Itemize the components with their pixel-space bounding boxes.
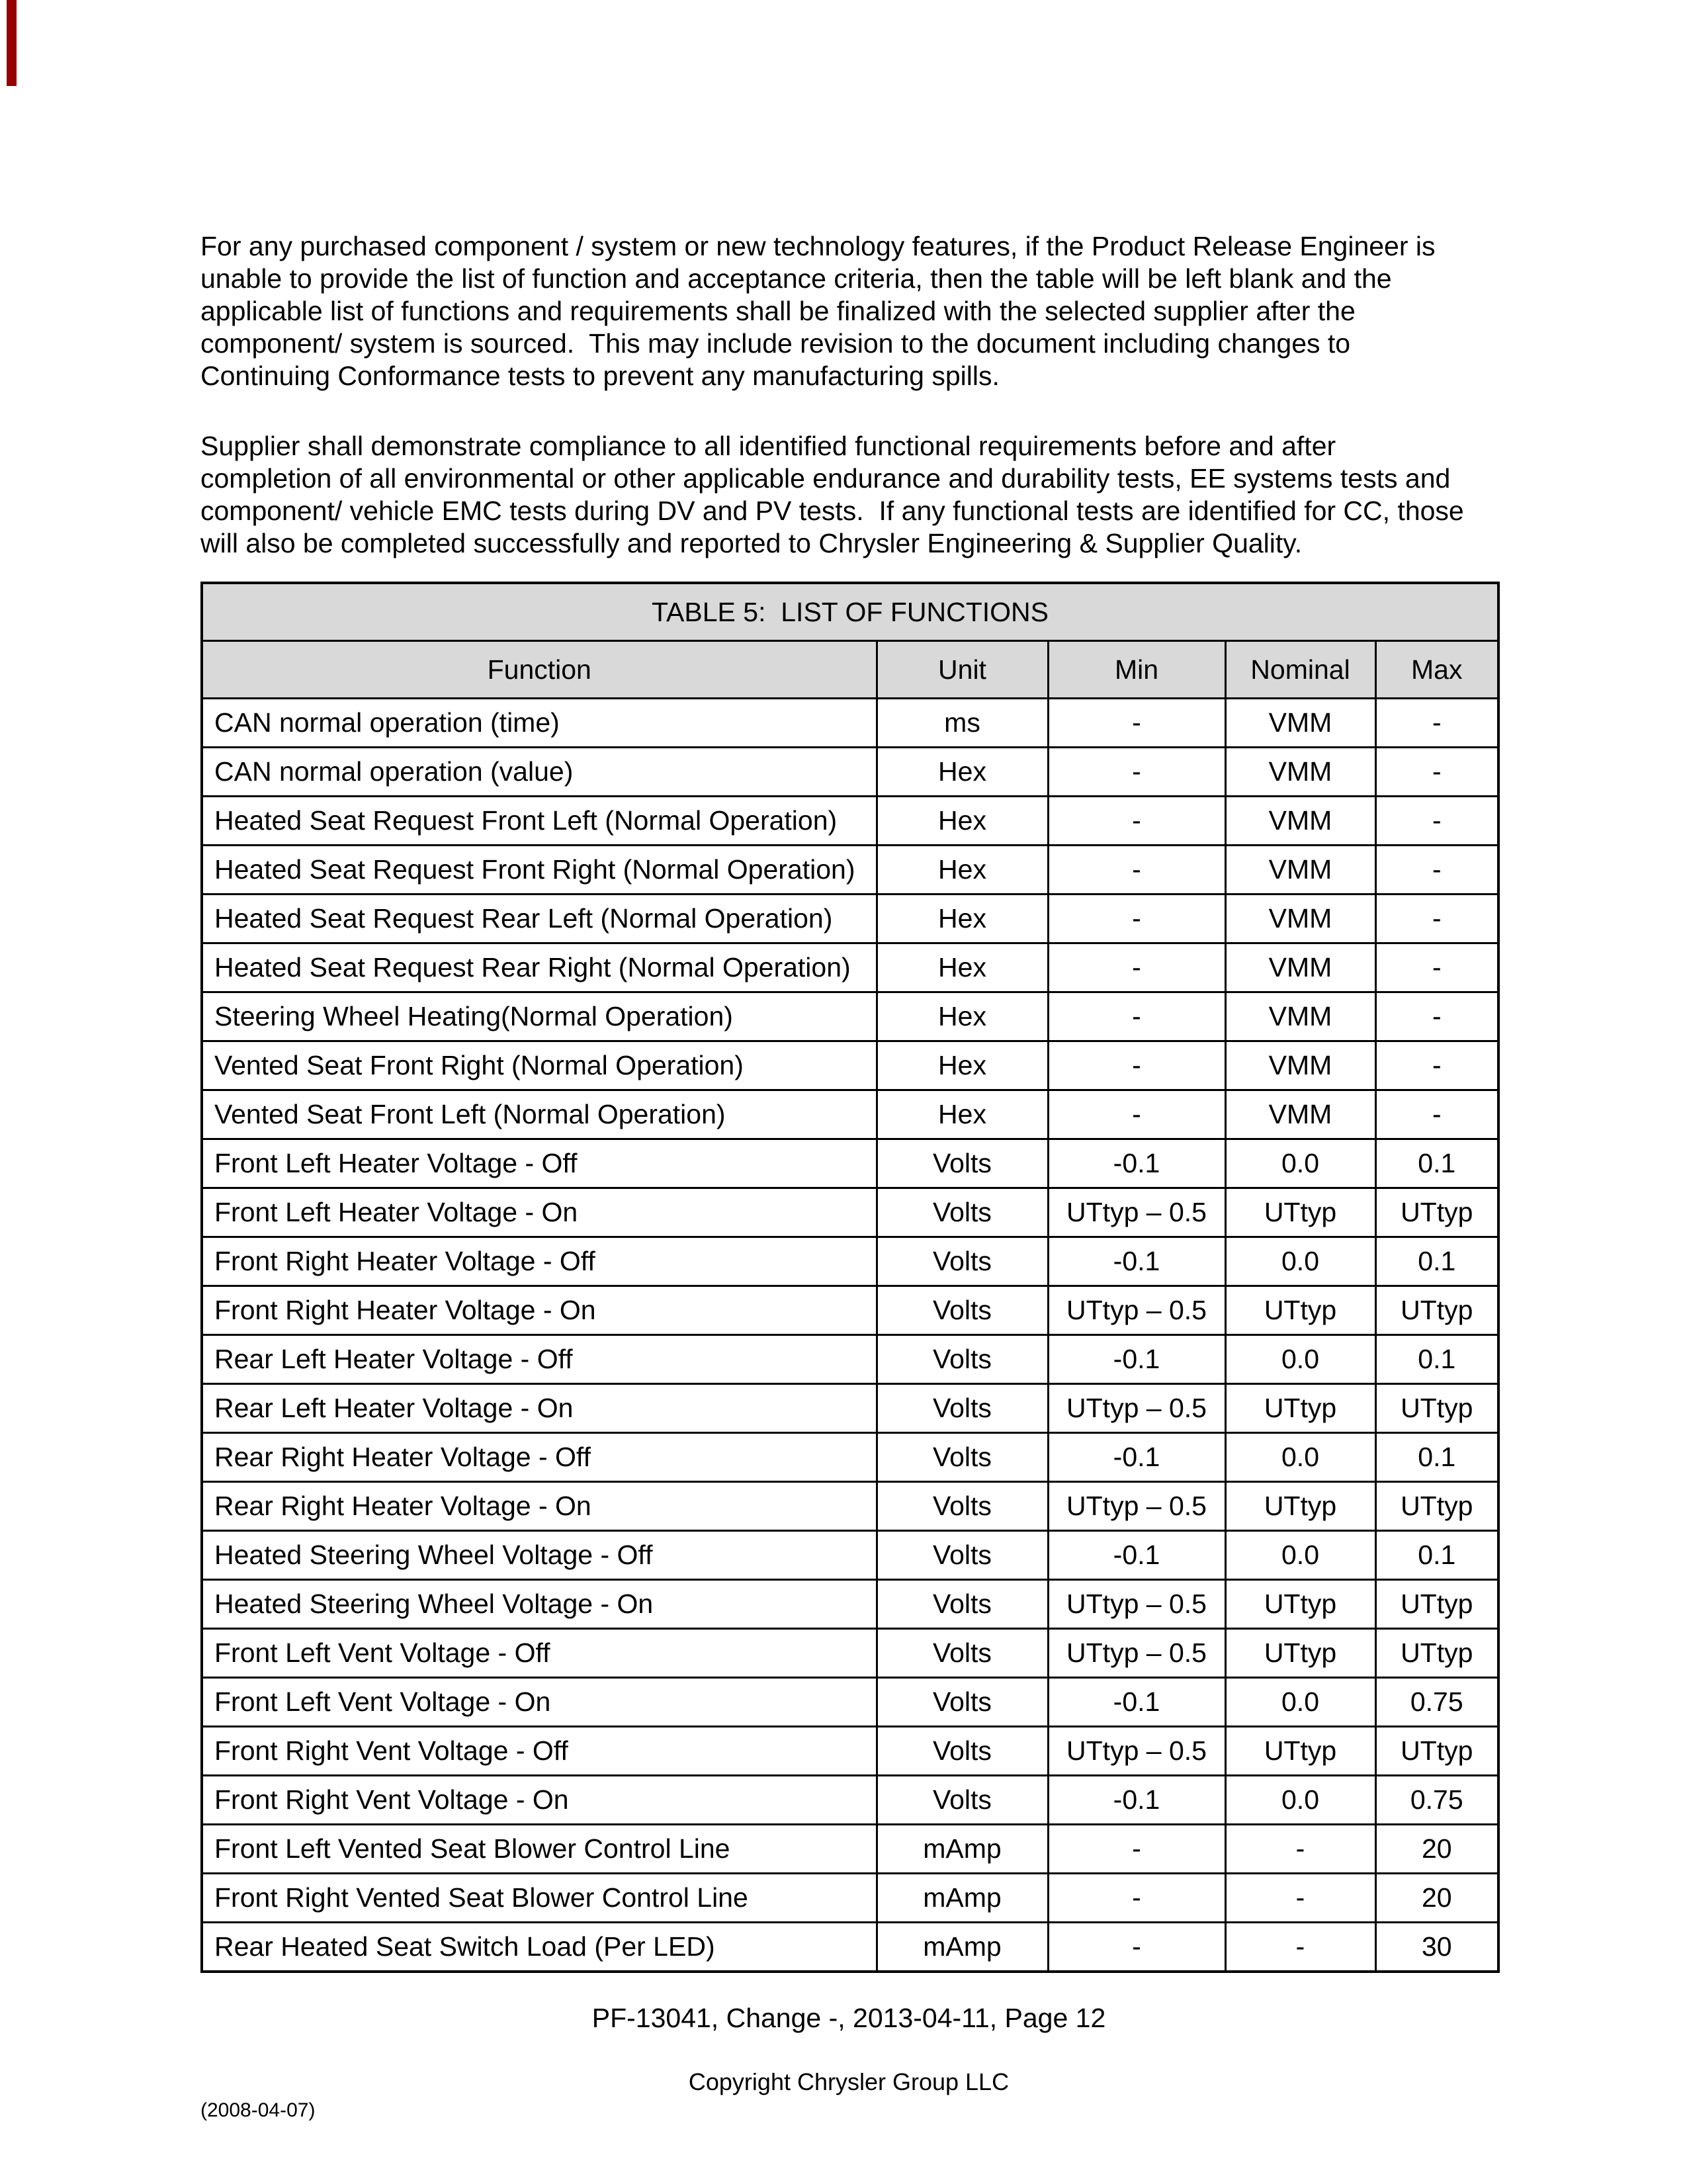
cell-unit: mAmp — [877, 1874, 1048, 1923]
cell-function: Front Left Vented Seat Blower Control Line — [202, 1825, 877, 1874]
cell-function: Rear Left Heater Voltage - On — [202, 1384, 877, 1433]
cell-nominal: 0.0 — [1225, 1335, 1375, 1384]
column-header-min: Min — [1048, 641, 1225, 699]
cell-max: - — [1375, 1090, 1498, 1139]
cell-nominal: UTtyp — [1225, 1629, 1375, 1678]
cell-nominal: UTtyp — [1225, 1286, 1375, 1335]
cell-max: - — [1375, 943, 1498, 992]
cell-function: Rear Right Heater Voltage - On — [202, 1482, 877, 1531]
cell-function: Steering Wheel Heating(Normal Operation) — [202, 992, 877, 1041]
paragraph-supplier-compliance — [200, 430, 1497, 560]
cell-function: Front Left Vent Voltage - On — [202, 1678, 877, 1727]
cell-max: UTtyp — [1375, 1580, 1498, 1629]
cell-max: - — [1375, 846, 1498, 895]
cell-nominal: 0.0 — [1225, 1776, 1375, 1825]
cell-min: - — [1048, 1874, 1225, 1923]
cell-function: Front Right Heater Voltage - Off — [202, 1237, 877, 1286]
paragraph-line: unable to provide the list of function and acceptance criteria, then the table will be left blank and the — [200, 263, 1392, 294]
cell-unit: Volts — [877, 1433, 1048, 1482]
page-content — [200, 0, 1497, 2122]
cell-nominal: 0.0 — [1225, 1433, 1375, 1482]
cell-function: Heated Seat Request Front Right (Normal Operation) — [202, 846, 877, 895]
table-row — [202, 1384, 1498, 1433]
cell-function: Heated Steering Wheel Voltage - On — [202, 1580, 877, 1629]
cell-max: 0.1 — [1375, 1139, 1498, 1188]
cell-function: Front Left Heater Voltage - Off — [202, 1139, 877, 1188]
cell-function: Vented Seat Front Right (Normal Operation) — [202, 1041, 877, 1090]
cell-max: UTtyp — [1375, 1188, 1498, 1237]
cell-min: - — [1048, 1090, 1225, 1139]
paragraph-purchased-component — [200, 230, 1497, 392]
cell-nominal: VMM — [1225, 992, 1375, 1041]
cell-min: - — [1048, 699, 1225, 748]
table-row — [202, 1237, 1498, 1286]
cell-function: Front Left Heater Voltage - On — [202, 1188, 877, 1237]
cell-unit: Volts — [877, 1384, 1048, 1433]
cell-unit: Hex — [877, 1041, 1048, 1090]
cell-unit: Volts — [877, 1531, 1048, 1580]
cell-min: UTtyp – 0.5 — [1048, 1727, 1225, 1776]
table-row — [202, 846, 1498, 895]
cell-min: - — [1048, 943, 1225, 992]
table-row — [202, 1286, 1498, 1335]
cell-unit: Hex — [877, 797, 1048, 846]
table-row — [202, 1482, 1498, 1531]
cell-nominal: UTtyp — [1225, 1727, 1375, 1776]
column-header-max: Max — [1375, 641, 1498, 699]
cell-function: Heated Seat Request Rear Left (Normal Operation) — [202, 895, 877, 943]
table-row — [202, 1335, 1498, 1384]
cell-max: UTtyp — [1375, 1482, 1498, 1531]
cell-min: - — [1048, 748, 1225, 797]
cell-nominal: - — [1225, 1825, 1375, 1874]
cell-min: -0.1 — [1048, 1237, 1225, 1286]
column-header-nominal: Nominal — [1225, 641, 1375, 699]
cell-nominal: VMM — [1225, 699, 1375, 748]
cell-max: - — [1375, 1041, 1498, 1090]
cell-unit: Volts — [877, 1237, 1048, 1286]
cell-unit: Volts — [877, 1629, 1048, 1678]
cell-max: 30 — [1375, 1923, 1498, 1972]
cell-min: - — [1048, 846, 1225, 895]
cell-nominal: - — [1225, 1923, 1375, 1972]
table-row — [202, 1139, 1498, 1188]
cell-nominal: VMM — [1225, 846, 1375, 895]
cell-unit: Volts — [877, 1335, 1048, 1384]
paragraph-line: component/ system is sourced. This may include revision to the document including changes to — [200, 328, 1351, 359]
cell-min: -0.1 — [1048, 1335, 1225, 1384]
cell-function: Front Left Vent Voltage - Off — [202, 1629, 877, 1678]
table-row — [202, 699, 1498, 748]
cell-max: UTtyp — [1375, 1629, 1498, 1678]
cell-function: Heated Steering Wheel Voltage - Off — [202, 1531, 877, 1580]
cell-min: UTtyp – 0.5 — [1048, 1188, 1225, 1237]
cell-nominal: 0.0 — [1225, 1237, 1375, 1286]
cell-min: -0.1 — [1048, 1531, 1225, 1580]
cell-function: CAN normal operation (value) — [202, 748, 877, 797]
table-row — [202, 1090, 1498, 1139]
table-row — [202, 1874, 1498, 1923]
paragraph-line: will also be completed successfully and reported to Chrysler Engineering & Supplier Quality. — [200, 528, 1303, 558]
table-row — [202, 1041, 1498, 1090]
cell-unit: Volts — [877, 1678, 1048, 1727]
column-header-unit: Unit — [877, 641, 1048, 699]
cell-min: - — [1048, 1825, 1225, 1874]
cell-nominal: UTtyp — [1225, 1188, 1375, 1237]
cell-nominal: UTtyp — [1225, 1580, 1375, 1629]
cell-unit: Hex — [877, 895, 1048, 943]
cell-nominal: VMM — [1225, 943, 1375, 992]
cell-min: - — [1048, 895, 1225, 943]
cell-min: -0.1 — [1048, 1139, 1225, 1188]
cell-min: - — [1048, 797, 1225, 846]
cell-max: 20 — [1375, 1874, 1498, 1923]
cell-min: - — [1048, 1041, 1225, 1090]
paragraph-line: completion of all environmental or other applicable endurance and durability tests, EE systems tests and — [200, 463, 1451, 494]
paragraph-line: For any purchased component / system or new technology features, if the Product Release Engineer is — [200, 231, 1436, 261]
cell-unit: Hex — [877, 943, 1048, 992]
cell-min: UTtyp – 0.5 — [1048, 1580, 1225, 1629]
table-row — [202, 895, 1498, 943]
cell-max: - — [1375, 748, 1498, 797]
cell-unit: mAmp — [877, 1825, 1048, 1874]
cell-unit: Volts — [877, 1188, 1048, 1237]
table-header-row — [202, 641, 1498, 699]
cell-nominal: VMM — [1225, 1041, 1375, 1090]
table-row — [202, 1531, 1498, 1580]
cell-unit: Volts — [877, 1727, 1048, 1776]
cell-min: -0.1 — [1048, 1433, 1225, 1482]
table-row — [202, 1433, 1498, 1482]
cell-unit: Volts — [877, 1482, 1048, 1531]
cell-max: 0.75 — [1375, 1776, 1498, 1825]
table-row — [202, 1188, 1498, 1237]
table-row — [202, 943, 1498, 992]
cell-max: 20 — [1375, 1825, 1498, 1874]
table-title-row — [202, 583, 1498, 641]
paragraph-line: Supplier shall demonstrate compliance to all identified functional requirements before and after — [200, 431, 1336, 461]
cell-nominal: 0.0 — [1225, 1531, 1375, 1580]
column-header-function: Function — [202, 641, 877, 699]
cell-unit: Volts — [877, 1139, 1048, 1188]
cell-max: UTtyp — [1375, 1286, 1498, 1335]
cell-function: Front Right Vent Voltage - On — [202, 1776, 877, 1825]
cell-function: Heated Seat Request Front Left (Normal Operation) — [202, 797, 877, 846]
cell-nominal: UTtyp — [1225, 1384, 1375, 1433]
cell-function: Rear Left Heater Voltage - Off — [202, 1335, 877, 1384]
cell-nominal: VMM — [1225, 748, 1375, 797]
cell-function: Heated Seat Request Rear Right (Normal Operation) — [202, 943, 877, 992]
red-annotation-mark — [7, 0, 17, 86]
cell-function: Vented Seat Front Left (Normal Operation) — [202, 1090, 877, 1139]
table-row — [202, 1825, 1498, 1874]
cell-max: - — [1375, 797, 1498, 846]
table-row — [202, 1727, 1498, 1776]
cell-unit: Hex — [877, 846, 1048, 895]
cell-max: 0.1 — [1375, 1237, 1498, 1286]
paragraph-line: Continuing Conformance tests to prevent any manufacturing spills. — [200, 361, 1000, 391]
table-row — [202, 748, 1498, 797]
cell-max: 0.1 — [1375, 1531, 1498, 1580]
table-row — [202, 1580, 1498, 1629]
table-row — [202, 1923, 1498, 1972]
cell-max: - — [1375, 992, 1498, 1041]
cell-unit: Volts — [877, 1286, 1048, 1335]
cell-max: - — [1375, 699, 1498, 748]
cell-nominal: VMM — [1225, 895, 1375, 943]
copyright-line: Copyright Chrysler Group LLC — [688, 2068, 1010, 2095]
form-date-note: (2008-04-07) — [200, 2099, 316, 2121]
cell-min: - — [1048, 992, 1225, 1041]
cell-max: 0.75 — [1375, 1678, 1498, 1727]
cell-min: -0.1 — [1048, 1678, 1225, 1727]
cell-max: 0.1 — [1375, 1433, 1498, 1482]
document-reference-line: PF-13041, Change -, 2013-04-11, Page 12 — [591, 2003, 1106, 2033]
cell-unit: mAmp — [877, 1923, 1048, 1972]
cell-unit: Hex — [877, 1090, 1048, 1139]
cell-nominal: - — [1225, 1874, 1375, 1923]
cell-unit: ms — [877, 699, 1048, 748]
cell-min: - — [1048, 1923, 1225, 1972]
cell-min: UTtyp – 0.5 — [1048, 1629, 1225, 1678]
cell-nominal: 0.0 — [1225, 1678, 1375, 1727]
cell-min: -0.1 — [1048, 1776, 1225, 1825]
cell-function: Front Right Heater Voltage - On — [202, 1286, 877, 1335]
cell-max: UTtyp — [1375, 1384, 1498, 1433]
cell-function: Front Right Vented Seat Blower Control Line — [202, 1874, 877, 1923]
cell-min: UTtyp – 0.5 — [1048, 1384, 1225, 1433]
cell-nominal: UTtyp — [1225, 1482, 1375, 1531]
cell-function: Front Right Vent Voltage - Off — [202, 1727, 877, 1776]
list-of-functions-table — [200, 582, 1500, 1973]
table-row — [202, 1629, 1498, 1678]
cell-function: Rear Right Heater Voltage - Off — [202, 1433, 877, 1482]
cell-max: UTtyp — [1375, 1727, 1498, 1776]
cell-function: CAN normal operation (time) — [202, 699, 877, 748]
paragraph-line: applicable list of functions and requirements shall be finalized with the selected supplier after the — [200, 296, 1356, 326]
table-row — [202, 1776, 1498, 1825]
table-row — [202, 992, 1498, 1041]
table-row — [202, 1678, 1498, 1727]
cell-nominal: 0.0 — [1225, 1139, 1375, 1188]
cell-unit: Hex — [877, 748, 1048, 797]
cell-unit: Hex — [877, 992, 1048, 1041]
cell-min: UTtyp – 0.5 — [1048, 1286, 1225, 1335]
paragraph-line: component/ vehicle EMC tests during DV and PV tests. If any functional tests are identified for CC, those — [200, 496, 1464, 526]
cell-max: - — [1375, 895, 1498, 943]
cell-nominal: VMM — [1225, 797, 1375, 846]
cell-max: 0.1 — [1375, 1335, 1498, 1384]
cell-function: Rear Heated Seat Switch Load (Per LED) — [202, 1923, 877, 1972]
table-row — [202, 797, 1498, 846]
table-body — [202, 699, 1498, 1972]
cell-unit: Volts — [877, 1776, 1048, 1825]
cell-min: UTtyp – 0.5 — [1048, 1482, 1225, 1531]
table-title: TABLE 5: LIST OF FUNCTIONS — [202, 583, 1498, 641]
cell-nominal: VMM — [1225, 1090, 1375, 1139]
cell-unit: Volts — [877, 1580, 1048, 1629]
